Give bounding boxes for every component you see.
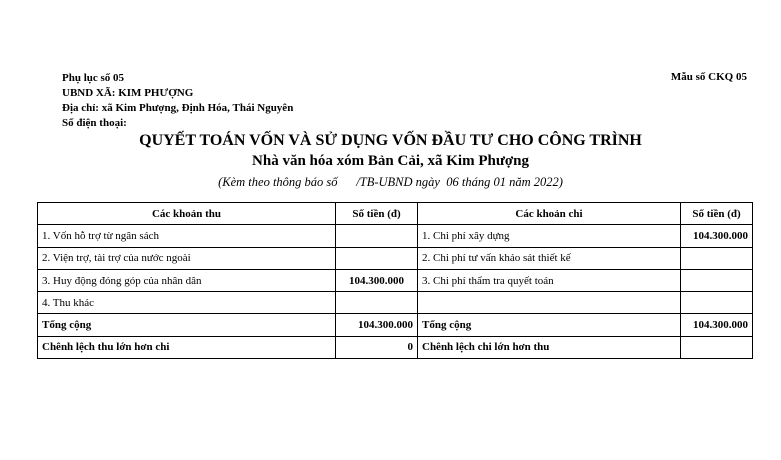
appendix-label: Phụ lục số 05 — [62, 72, 125, 84]
income-amount: 104.300.000 — [336, 269, 418, 291]
committee-name: UBND XÃ: KIM PHƯỢNG — [62, 87, 194, 99]
expense-surplus-label: Chênh lệch chi lớn hơn thu — [418, 336, 681, 358]
settlement-table — [37, 202, 753, 359]
income-item: 3. Huy động đóng góp của nhân dân — [38, 269, 336, 291]
expense-header: Các khoản chi — [418, 203, 681, 225]
difference-row — [38, 336, 753, 358]
expense-amount: 104.300.000 — [681, 225, 753, 247]
table-row — [38, 269, 753, 291]
income-item: 1. Vốn hỗ trợ từ ngân sách — [38, 225, 336, 247]
income-item: 2. Viện trợ, tài trợ của nước ngoài — [38, 247, 336, 269]
income-total-label: Tổng cộng — [38, 314, 336, 336]
total-row — [38, 314, 753, 336]
document-title: QUYẾT TOÁN VỐN VÀ SỬ DỤNG VỐN ĐẦU TƯ CHO CÔNG TRÌNH — [139, 132, 642, 149]
table-row — [38, 292, 753, 314]
income-surplus-label: Chênh lệch thu lớn hơn chi — [38, 336, 336, 358]
table-row — [38, 247, 753, 269]
expense-amount — [681, 269, 753, 291]
income-total-amount: 104.300.000 — [336, 314, 418, 336]
expense-amount — [681, 292, 753, 314]
income-amount — [336, 225, 418, 247]
expense-item: 2. Chi phí tư vấn khảo sát thiết kế — [418, 247, 681, 269]
income-amount — [336, 292, 418, 314]
expense-item: 1. Chi phí xây dựng — [418, 225, 681, 247]
income-item: 4. Thu khác — [38, 292, 336, 314]
expense-surplus-amount — [681, 336, 753, 358]
expense-item — [418, 292, 681, 314]
expense-total-label: Tổng cộng — [418, 314, 681, 336]
phone-line: Số điện thoại: — [62, 117, 127, 129]
address-line: Địa chỉ: xã Kim Phượng, Định Hóa, Thái Nguyên — [62, 102, 294, 114]
expense-amount — [681, 247, 753, 269]
table-row — [38, 225, 753, 247]
income-header: Các khoản thu — [38, 203, 336, 225]
income-amount-header: Số tiền (đ) — [336, 203, 418, 225]
expense-total-amount: 104.300.000 — [681, 314, 753, 336]
expense-item: 3. Chi phí thẩm tra quyết toán — [418, 269, 681, 291]
form-code: Mẫu số CKQ 05 — [670, 71, 747, 83]
notice-reference: (Kèm theo thông báo số /TB-UBND ngày 06 tháng 01 năm 2022) — [218, 175, 563, 189]
project-name: Nhà văn hóa xóm Bản Cải, xã Kim Phượng — [252, 153, 529, 169]
income-surplus-amount: 0 — [336, 336, 418, 358]
table-header-row — [38, 203, 753, 225]
expense-amount-header: Số tiền (đ) — [681, 203, 753, 225]
income-amount — [336, 247, 418, 269]
